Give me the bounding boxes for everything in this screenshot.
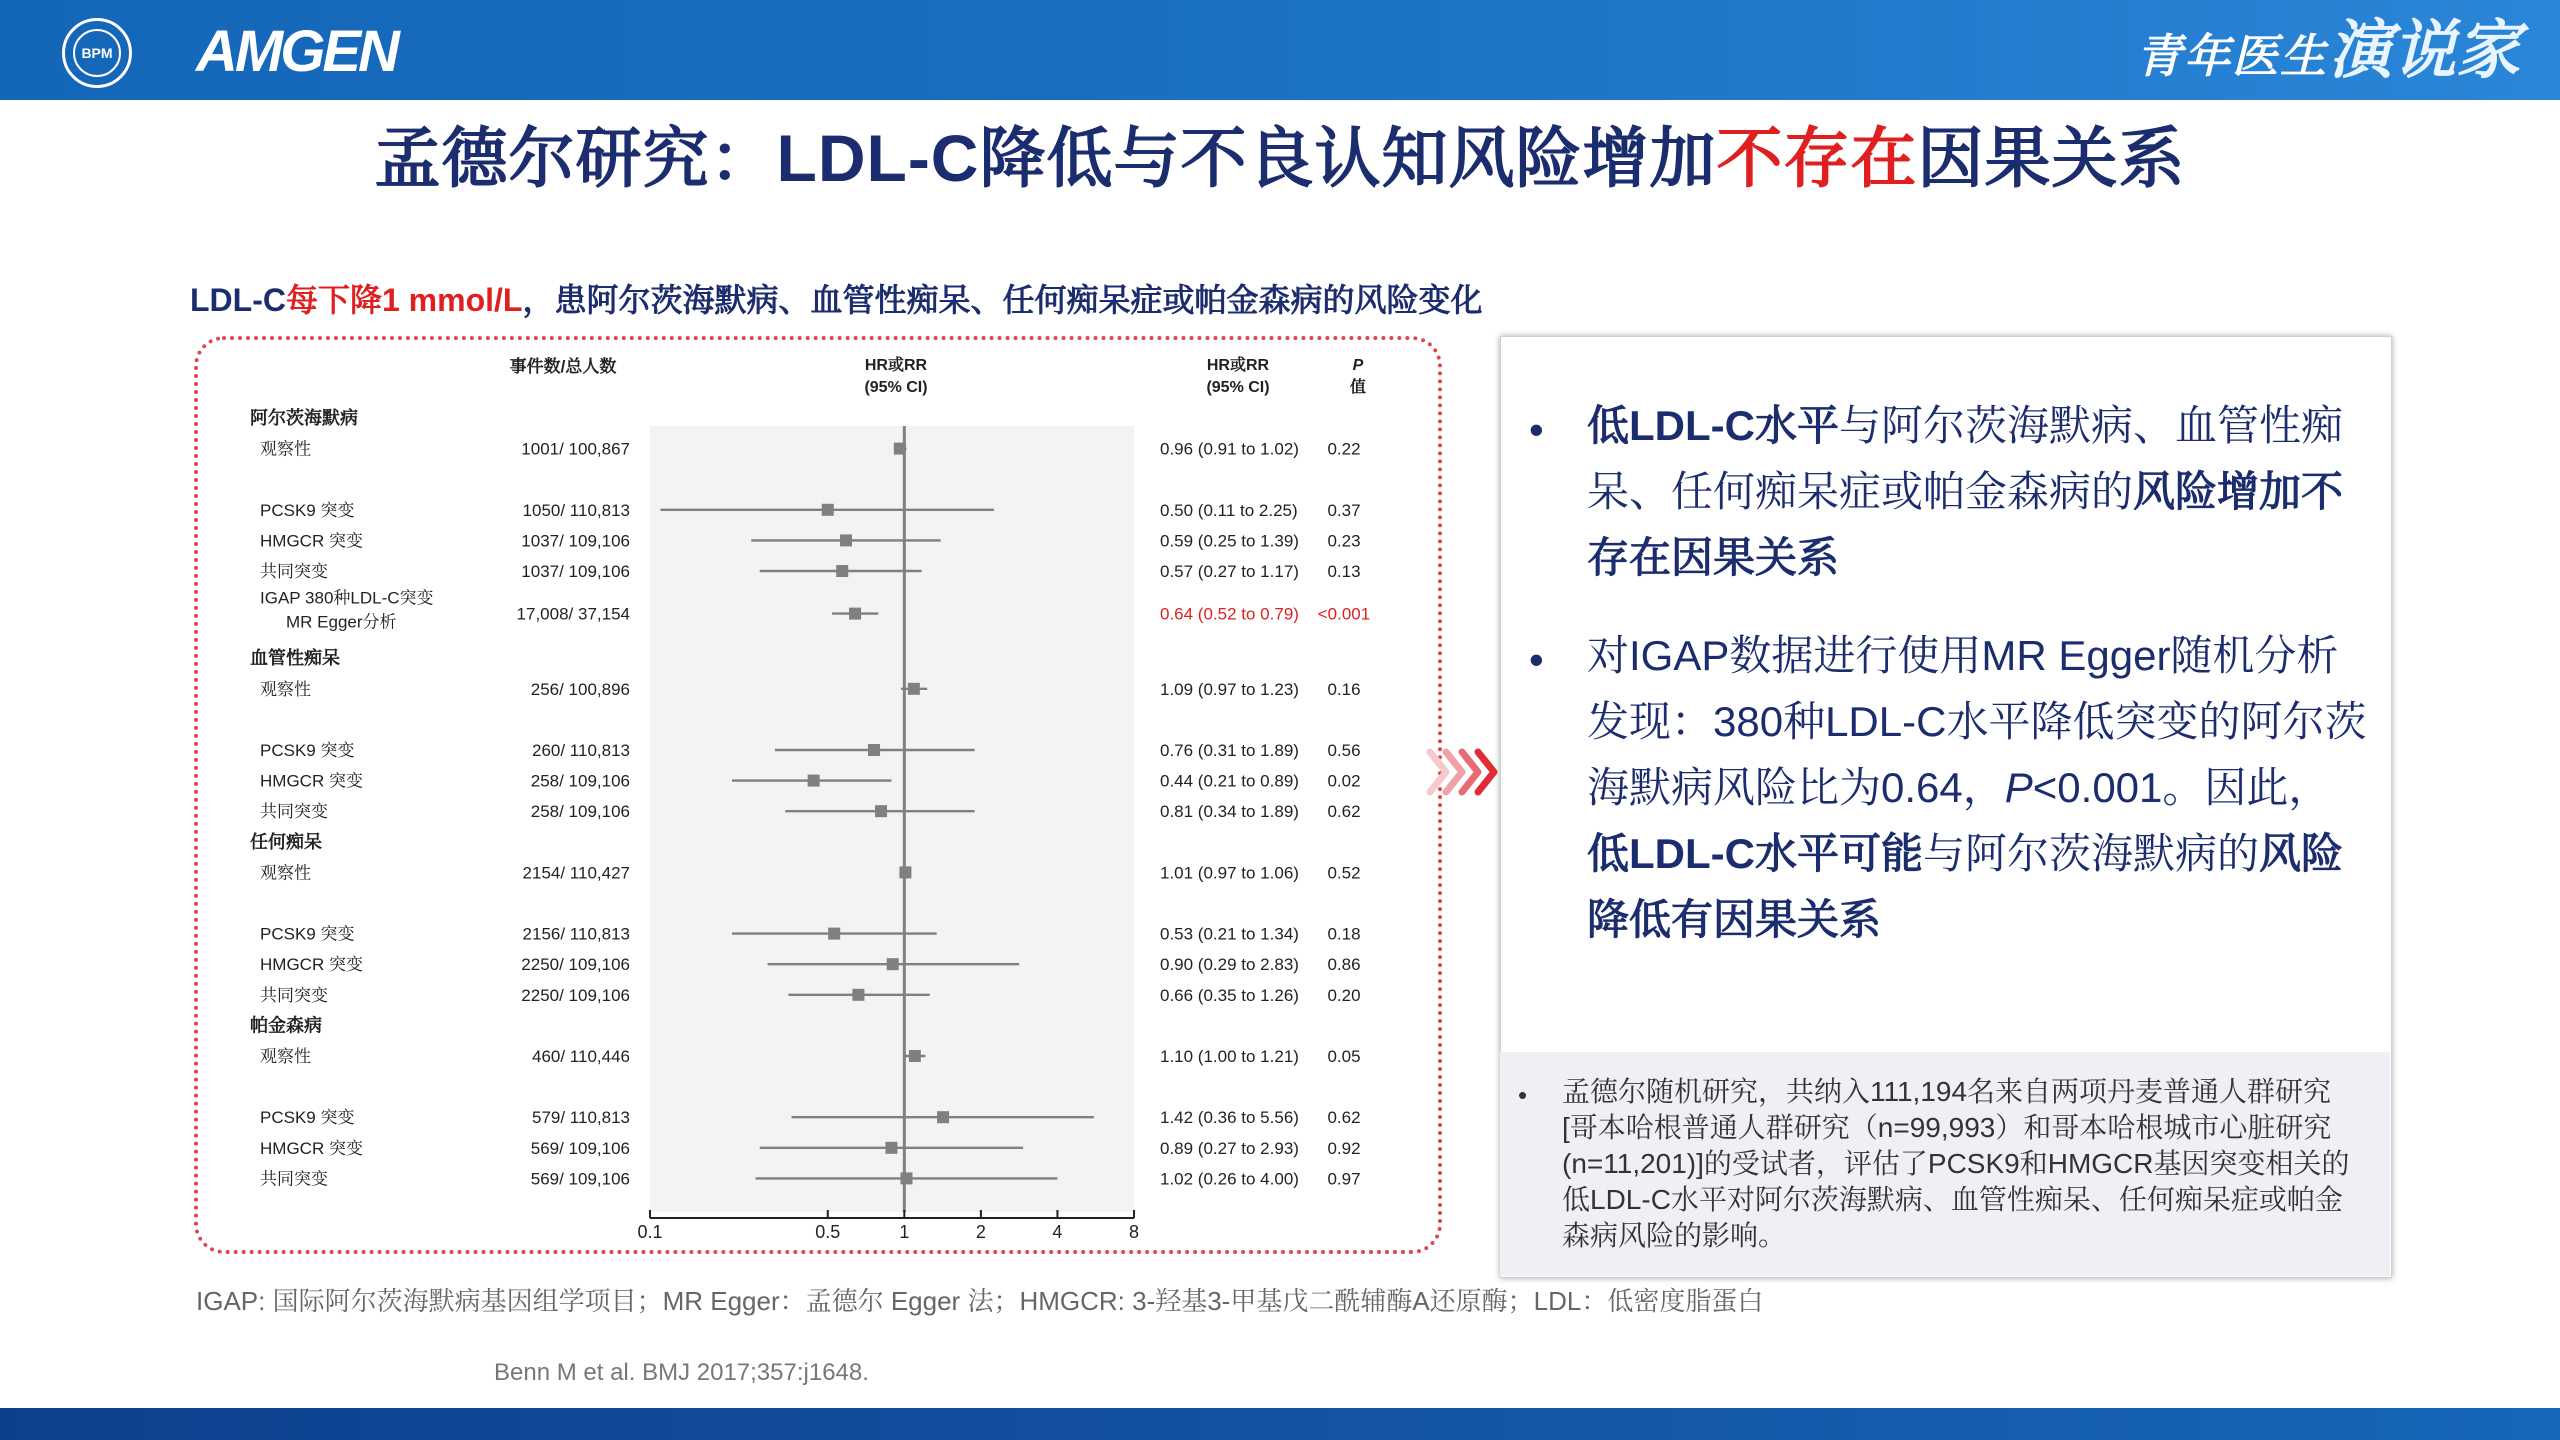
subtitle-part1: LDL-C: [190, 282, 286, 318]
row-label: HMGCR 突变: [260, 531, 363, 551]
row-label: IGAP 380种LDL-C突变: [260, 588, 434, 608]
title-part2: 因果关系: [1917, 121, 2186, 195]
group-label: 阿尔茨海默病: [250, 408, 358, 428]
row-events: 1001/ 100,867: [521, 439, 630, 459]
row-ci-value: 0.53 (0.21 to 1.34): [1160, 924, 1299, 944]
row-p-value: 0.97: [1327, 1169, 1361, 1189]
row-ci-value: 0.90 (0.29 to 2.83): [1160, 955, 1299, 975]
title-part1: 孟德尔研究：LDL-C降低与不良认知风险增加: [374, 121, 1717, 195]
row-ci-value: 0.96 (0.91 to 1.02): [1160, 439, 1299, 459]
row-ci-value: 1.42 (0.36 to 5.56): [1160, 1108, 1299, 1128]
x-tick-label: 0.1: [637, 1222, 663, 1242]
point-marker: [828, 928, 840, 940]
row-ci-value: 0.89 (0.27 to 2.93): [1160, 1138, 1299, 1158]
row-label: PCSK9 突变: [260, 1108, 355, 1128]
row-label: PCSK9 突变: [260, 741, 355, 760]
row-ci-value: 0.59 (0.25 to 1.39): [1160, 531, 1299, 551]
header-plot-hr: HR或RR: [864, 357, 928, 374]
bullet-1-bold-1: 低LDL-C水平: [1587, 402, 1839, 449]
row-events: 258/ 109,106: [530, 802, 630, 822]
note-bullet: •: [1518, 1080, 1528, 1110]
row-label: 共同突变: [260, 562, 328, 581]
group-label: 血管性痴呆: [250, 648, 340, 669]
point-marker: [808, 775, 820, 787]
plot-background: [650, 426, 1134, 1212]
row-p-value: 0.13: [1327, 562, 1361, 581]
row-events: 2250/ 109,106: [521, 985, 630, 1005]
row-label: 观察性: [260, 439, 311, 459]
row-p-value: <0.001: [1317, 604, 1371, 624]
row-ci-value: 1.09 (0.97 to 1.23): [1160, 679, 1299, 699]
group-label: 帕金森病: [250, 1015, 322, 1036]
row-events: 1037/ 109,106: [521, 562, 630, 581]
citation: Benn M et al. BMJ 2017;357:j1648.: [494, 1359, 869, 1386]
row-ci-value: 0.57 (0.27 to 1.17): [1160, 562, 1299, 581]
row-p-value: 0.22: [1327, 439, 1361, 459]
bullet-2-bold-1: 低LDL-C水平可能: [1587, 830, 1923, 877]
amgen-logo: AMGEN: [196, 19, 397, 84]
bullet-2-text-1: 对IGAP数据进行使用MR Egger随机分析发现：380种LDL-C水平降低突变的阿尔茨海默病风险比为0.64，: [1587, 632, 2367, 811]
row-p-value: 0.62: [1327, 802, 1361, 822]
row-p-value: 0.20: [1327, 985, 1361, 1005]
study-note: [1500, 1052, 2390, 1276]
header-plot-ci: (95% CI): [864, 379, 928, 396]
row-label: 观察性: [260, 679, 311, 699]
row-events: 460/ 110,446: [532, 1047, 630, 1066]
row-p-value: 0.62: [1327, 1108, 1361, 1128]
row-p-value: 0.05: [1327, 1047, 1361, 1066]
chevron-arrows-icon: [1424, 740, 1500, 804]
row-ci-value: 0.64 (0.52 to 0.79): [1160, 604, 1299, 624]
row-events: 256/ 100,896: [530, 679, 630, 699]
row-ci-value: 0.50 (0.11 to 2.25): [1160, 500, 1298, 520]
row-label: PCSK9 突变: [260, 500, 355, 520]
row-label: 观察性: [260, 1047, 311, 1066]
row-label-line2: MR Egger分析: [286, 612, 397, 632]
bullet-1-text: 与阿尔茨海默病、血管性痴呆、任何痴呆症或帕金森病的: [1587, 402, 2343, 515]
bullet-2: [1587, 623, 2367, 953]
row-label: 观察性: [260, 863, 311, 883]
row-p-value: 0.16: [1327, 679, 1361, 699]
row-events: 569/ 109,106: [530, 1169, 630, 1189]
row-events: 1050/ 110,813: [522, 500, 630, 520]
point-marker: [887, 958, 899, 970]
point-marker: [909, 1050, 921, 1062]
row-label: 共同突变: [260, 1169, 328, 1189]
brand-logo-part2: 演说家: [2328, 14, 2520, 86]
bullet-2-bold-2: 风险降低有因果关系: [1587, 830, 2343, 943]
row-events: 1037/ 109,106: [521, 531, 630, 551]
row-label: 共同突变: [260, 802, 328, 822]
row-label: HMGCR 突变: [260, 955, 363, 975]
bullet-dot-1: •: [1529, 406, 1544, 453]
header-p-value: 值: [1349, 379, 1367, 396]
row-ci-value: 1.02 (0.26 to 4.00): [1160, 1169, 1299, 1189]
footnote: IGAP: 国际阿尔茨海默病基因组学项目；MR Egger：孟德尔 Egger 法；HMGCR: 3-羟基3-甲基戊二酰辅酶A还原酶；LDL：低密度脂蛋白: [196, 1286, 1764, 1316]
header-p: P: [1352, 357, 1364, 374]
row-events: 260/ 110,813: [532, 741, 630, 760]
group-label: 任何痴呆: [250, 831, 322, 852]
point-marker: [901, 1172, 913, 1184]
row-events: 2250/ 109,106: [521, 955, 630, 975]
row-p-value: 0.52: [1327, 863, 1361, 883]
bottom-banner: [0, 1408, 2560, 1440]
row-ci-value: 1.01 (0.97 to 1.06): [1160, 863, 1299, 883]
x-tick-label: 0.5: [815, 1222, 841, 1242]
row-p-value: 0.02: [1327, 771, 1361, 791]
subtitle-highlight: 每下降1 mmol/L: [285, 282, 523, 318]
point-marker: [822, 504, 834, 516]
x-tick-label: 2: [975, 1222, 986, 1242]
point-marker: [908, 683, 920, 695]
row-label: HMGCR 突变: [260, 1138, 363, 1158]
row-events: 2154/ 110,427: [522, 863, 630, 883]
point-marker: [885, 1142, 897, 1154]
brand-logo-part1: 青年医生: [2136, 30, 2328, 82]
point-marker: [875, 805, 887, 817]
x-tick-label: 1: [899, 1222, 910, 1242]
row-events: 17,008/ 37,154: [516, 604, 630, 624]
row-label: 共同突变: [260, 985, 328, 1005]
point-marker: [849, 608, 861, 620]
bullet-2-text-3: 与阿尔茨海默病的: [1922, 830, 2259, 877]
row-p-value: 0.18: [1327, 924, 1361, 944]
point-marker: [868, 744, 880, 756]
row-ci-value: 0.81 (0.34 to 1.89): [1160, 802, 1299, 822]
x-tick-label: 8: [1128, 1222, 1140, 1242]
header-value-hr: HR或RR: [1206, 357, 1270, 374]
row-p-value: 0.37: [1327, 500, 1361, 520]
row-ci-value: 1.10 (1.00 to 1.21): [1160, 1047, 1299, 1066]
header-value-ci: (95% CI): [1206, 379, 1270, 396]
bullet-2-text-2: <0.001。因此，: [2032, 764, 2331, 811]
row-ci-value: 0.44 (0.21 to 0.89): [1160, 771, 1299, 791]
row-ci-value: 0.66 (0.35 to 1.26): [1160, 985, 1299, 1005]
row-p-value: 0.56: [1327, 741, 1361, 760]
row-p-value: 0.23: [1327, 531, 1361, 551]
row-p-value: 0.92: [1327, 1138, 1361, 1158]
point-marker: [937, 1111, 949, 1123]
title-highlight: 不存在: [1716, 121, 1918, 195]
point-marker: [852, 989, 864, 1001]
point-marker: [836, 565, 848, 577]
row-events: 569/ 109,106: [530, 1138, 630, 1158]
point-marker: [840, 534, 852, 546]
bullet-1: [1587, 393, 2367, 591]
bullet-1-bold-2: 风险增加不存在因果关系: [1587, 468, 2344, 581]
subtitle-part2: ，患阿尔茨海默病、血管性痴呆、任何痴呆症或帕金森病的风险变化: [522, 282, 1483, 318]
row-events: 579/ 110,813: [532, 1108, 630, 1128]
header-events: 事件数/总人数: [509, 357, 617, 376]
note-text: 孟德尔随机研究，共纳入111,194名来自两项丹麦普通人群研究 [哥本哈根普通人群研究（n=99,993）和哥本哈根城市心脏研究(n=11,201)]的受试者，评估了PCSK9和HMGCR基因突变相关的低LDL-C水平对阿尔茨海默病、血管性痴呆、任何痴呆症或帕金森病风险的影响。: [1562, 1076, 2350, 1251]
x-tick-label: 4: [1052, 1222, 1063, 1242]
row-label: PCSK9 突变: [260, 924, 355, 944]
row-events: 2156/ 110,813: [522, 924, 630, 944]
row-p-value: 0.86: [1327, 955, 1361, 975]
bullet-dot-2: •: [1529, 636, 1544, 683]
bpm-logo-text: BPM: [73, 29, 121, 77]
row-label: HMGCR 突变: [260, 771, 363, 791]
row-ci-value: 0.76 (0.31 to 1.89): [1160, 741, 1299, 760]
bullet-2-p: P: [2004, 764, 2033, 811]
row-events: 258/ 109,106: [530, 771, 630, 791]
